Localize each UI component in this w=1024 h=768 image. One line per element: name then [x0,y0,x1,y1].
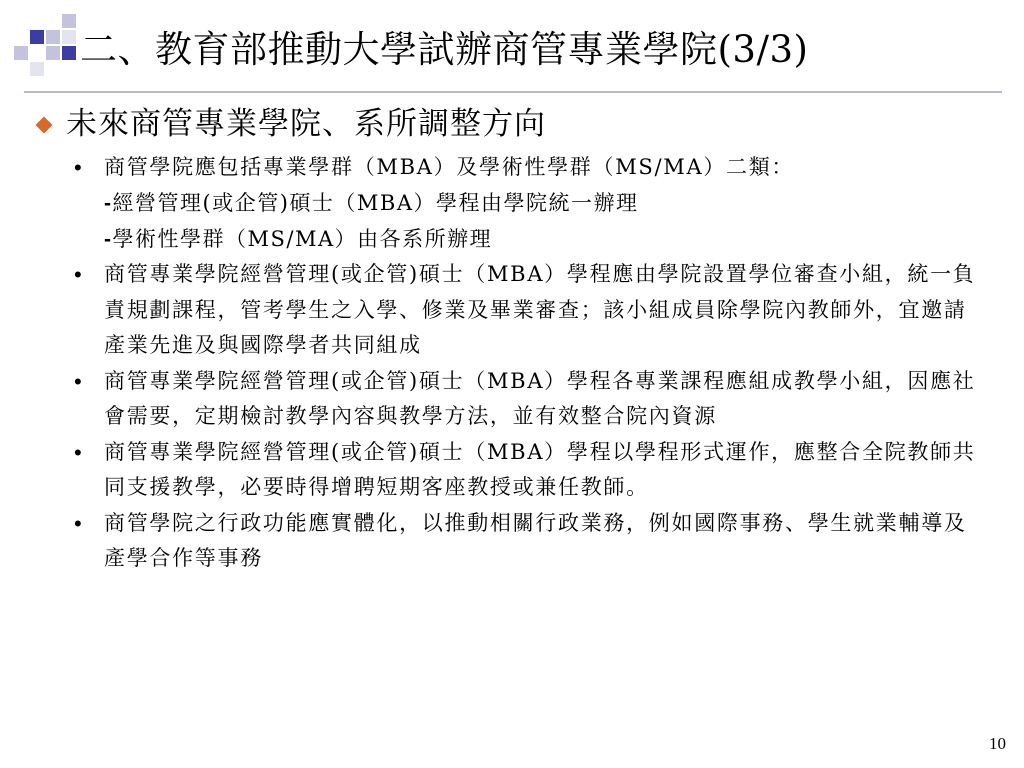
list-item-text: 商管學院之行政功能應實體化，以推動相關行政業務，例如國際事務、學生就業輔導及產學合作等事務 [104,510,967,570]
bullet-dot-icon: • [74,262,82,287]
list-item [74,506,994,577]
slide-title: 二、教育部推動大學試辦商管專業學院(3/3) [80,28,809,71]
list-item-text: 商管專業學院經營管理(或企管)碩士（MBA）學程各專業課程應組成教學小組，因應社會需要，定期檢討教學內容與教學方法，並有效整合院內資源 [104,368,976,428]
bullet-list [74,150,994,577]
sub-item-text: 經營管理(或企管)碩士（MBA）學程由學院統一辦理 [112,191,639,215]
list-item [74,150,994,186]
sub-item [104,222,994,258]
sub-item [104,186,994,222]
deco-square [62,14,76,28]
bullet-dot-icon: • [74,155,82,180]
deco-square [46,30,60,44]
page-number: 10 [989,734,1006,753]
section-heading-row [36,104,546,144]
section-heading: 未來商管專業學院、系所調整方向 [66,106,546,142]
bullet-dot-icon: • [74,510,82,536]
list-item [74,435,994,506]
dash-marker: - [104,192,113,215]
deco-square [30,62,44,76]
list-item [74,257,994,364]
deco-square [46,46,60,60]
deco-square [14,46,28,60]
diamond-icon [36,117,53,134]
deco-square [62,30,76,44]
list-item-text: 商管專業學院經營管理(或企管)碩士（MBA）學程應由學院設置學位審查小組，統一負責規劃課程，管考學生之入學、修業及畢業審查；該小組成員除學院內教師外，宜邀請產業先進及與國際學者共同組成 [104,262,976,357]
bullet-dot-icon: • [74,368,82,394]
list-item [74,364,994,435]
title-decoration [0,0,90,90]
title-divider [24,91,1002,93]
deco-square [30,30,44,44]
dash-marker: - [104,227,113,251]
list-item-text: 商管學院應包括專業學群（MBA）及學術性學群（MS/MA）二類： [104,155,795,179]
sub-item-text: 學術性學群（MS/MA）由各系所辦理 [112,226,493,251]
bullet-dot-icon: • [74,439,82,465]
list-item-text: 商管專業學院經營管理(或企管)碩士（MBA）學程以學程形式運作，應整合全院教師共同支援教學，必要時得增聘短期客座教授或兼任教師。 [104,439,976,499]
deco-square [62,46,76,60]
